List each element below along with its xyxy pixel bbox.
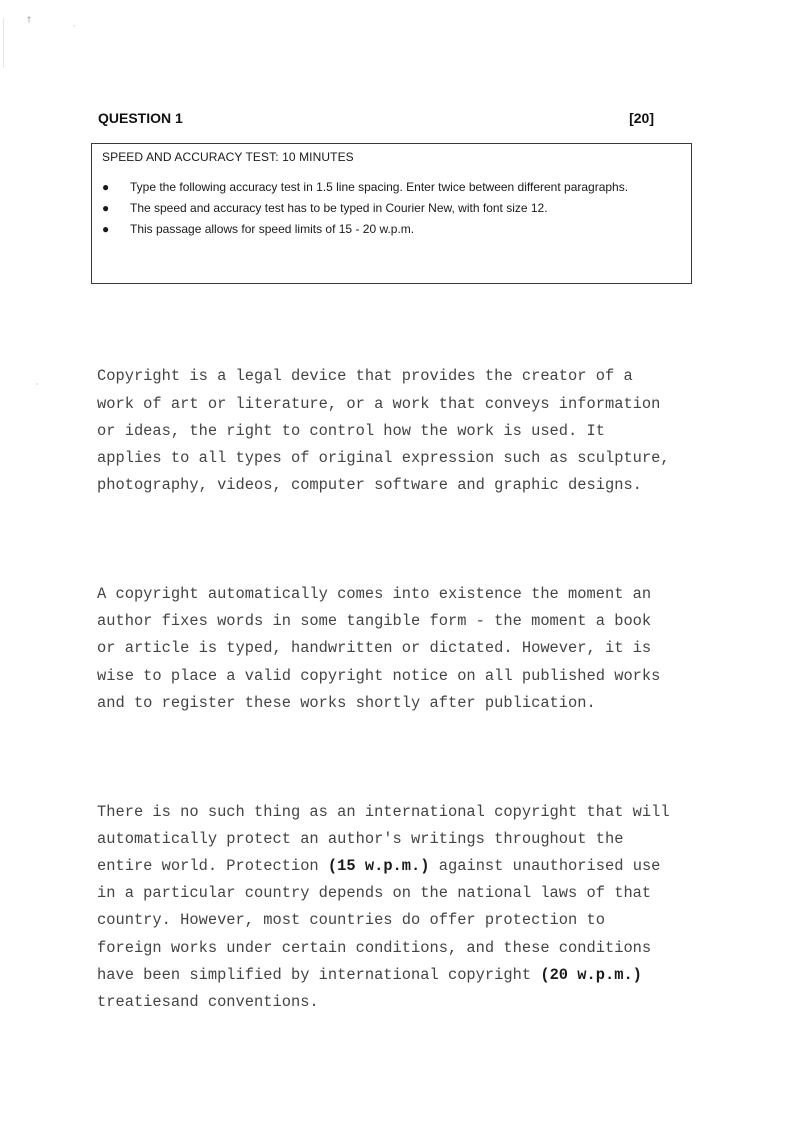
speed-marker-15: (15 w.p.m.) <box>327 857 430 876</box>
passage-line: author fixes words in some tangible form - the moment a book <box>97 612 652 631</box>
scan-speck: · <box>73 22 76 31</box>
instruction-box <box>91 143 692 284</box>
passage-line: in a particular country depends on the national laws of that <box>97 884 652 903</box>
speed-marker-20: (20 w.p.m.) <box>540 965 642 984</box>
instruction-heading: SPEED AND ACCURACY TEST: 10 MINUTES <box>102 150 354 164</box>
instruction-list <box>92 177 691 240</box>
passage-line: or article is typed, handwritten or dictated. However, it is <box>97 639 652 658</box>
instruction-item <box>92 198 691 219</box>
question-header <box>98 110 654 130</box>
question-title: QUESTION 1 <box>98 110 183 126</box>
bullet-icon: ● <box>102 222 110 236</box>
passage-line: applies to all types of original expression such as sculpture, <box>97 449 670 468</box>
instruction-text: This passage allows for speed limits of 15 - 20 w.p.m. <box>130 222 415 236</box>
bullet-icon: ● <box>102 180 110 194</box>
passage-line: wise to place a valid copyright notice on all published works <box>97 666 661 685</box>
passage-line: country. However, most countries do offer protection to <box>97 911 605 930</box>
passage-line <box>97 853 737 880</box>
scan-speck: † <box>27 15 31 24</box>
question-marks: [20] <box>629 110 654 126</box>
passage-text: have been simplified by international copyright <box>97 965 541 984</box>
instruction-item <box>92 219 691 240</box>
passage-line: foreign works under certain conditions, and these conditions <box>97 938 652 957</box>
passage-line: Copyright is a legal device that provides the creator of a <box>97 367 633 386</box>
passage-line: There is no such thing as an international copyright that will <box>97 802 670 821</box>
passage-line: treatiesand conventions. <box>97 993 319 1012</box>
instruction-text: Type the following accuracy test in 1.5 line spacing. Enter twice between different paragraphs. <box>130 180 629 194</box>
passage-paragraph-1 <box>97 363 737 499</box>
passage-line <box>97 962 737 989</box>
typing-passage <box>97 309 737 1071</box>
passage-line: automatically protect an author's writings throughout the <box>97 829 624 848</box>
passage-paragraph-3 <box>97 799 737 1017</box>
passage-line: work of art or literature, or a work that conveys information <box>97 394 661 413</box>
passage-text: against unauthorised use <box>429 857 661 876</box>
instruction-text: The speed and accuracy test has to be typed in Courier New, with font size 12. <box>130 201 548 215</box>
scan-speck: · <box>36 380 39 389</box>
passage-text: entire world. Protection <box>97 857 328 876</box>
passage-line: or ideas, the right to control how the work is used. It <box>97 421 605 440</box>
passage-line: A copyright automatically comes into existence the moment an <box>97 585 652 604</box>
passage-line: and to register these works shortly after publication. <box>97 693 596 712</box>
passage-paragraph-2 <box>97 581 737 717</box>
passage-line: photography, videos, computer software and graphic designs. <box>97 476 642 495</box>
instruction-item <box>92 177 691 198</box>
scan-edge-line <box>3 18 4 68</box>
bullet-icon: ● <box>102 201 110 215</box>
